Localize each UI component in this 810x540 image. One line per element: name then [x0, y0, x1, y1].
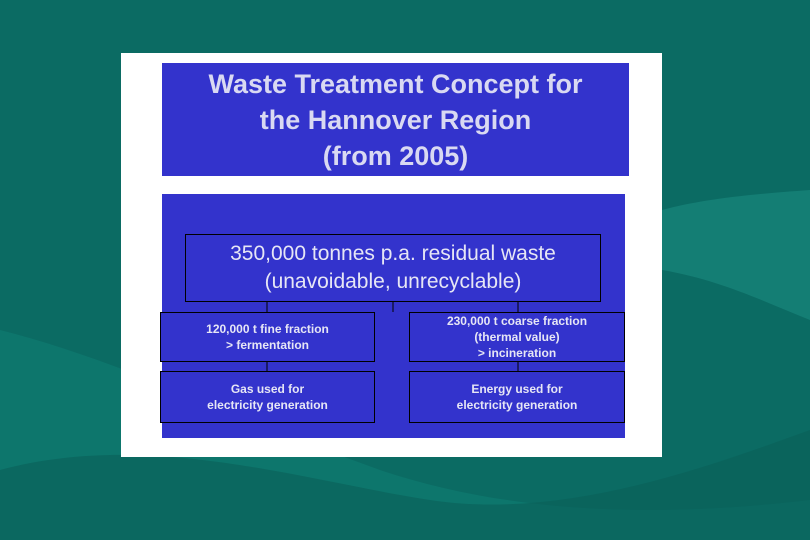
coarse-fraction-label: 230,000 t coarse fraction (thermal value) > incineration	[446, 314, 588, 360]
fine-fraction-label: 120,000 t fine fraction > fermentation	[206, 322, 329, 352]
residual-waste-node	[185, 234, 601, 302]
residual-waste-label: 350,000 tonnes p.a. residual waste (unavoidable, unrecyclable)	[230, 242, 556, 293]
title-banner	[162, 63, 629, 176]
gas-output-label: Gas used for electricity generation	[207, 382, 328, 412]
slide-page	[121, 53, 662, 457]
flow-diagram	[162, 194, 625, 438]
gas-output-node	[160, 371, 375, 423]
coarse-fraction-node	[409, 312, 625, 362]
slide-title: Waste Treatment Concept for the Hannover Region (from 2005)	[208, 68, 583, 171]
fine-fraction-node	[160, 312, 375, 362]
energy-output-node	[409, 371, 625, 423]
energy-output-label: Energy used for electricity generation	[456, 382, 578, 412]
